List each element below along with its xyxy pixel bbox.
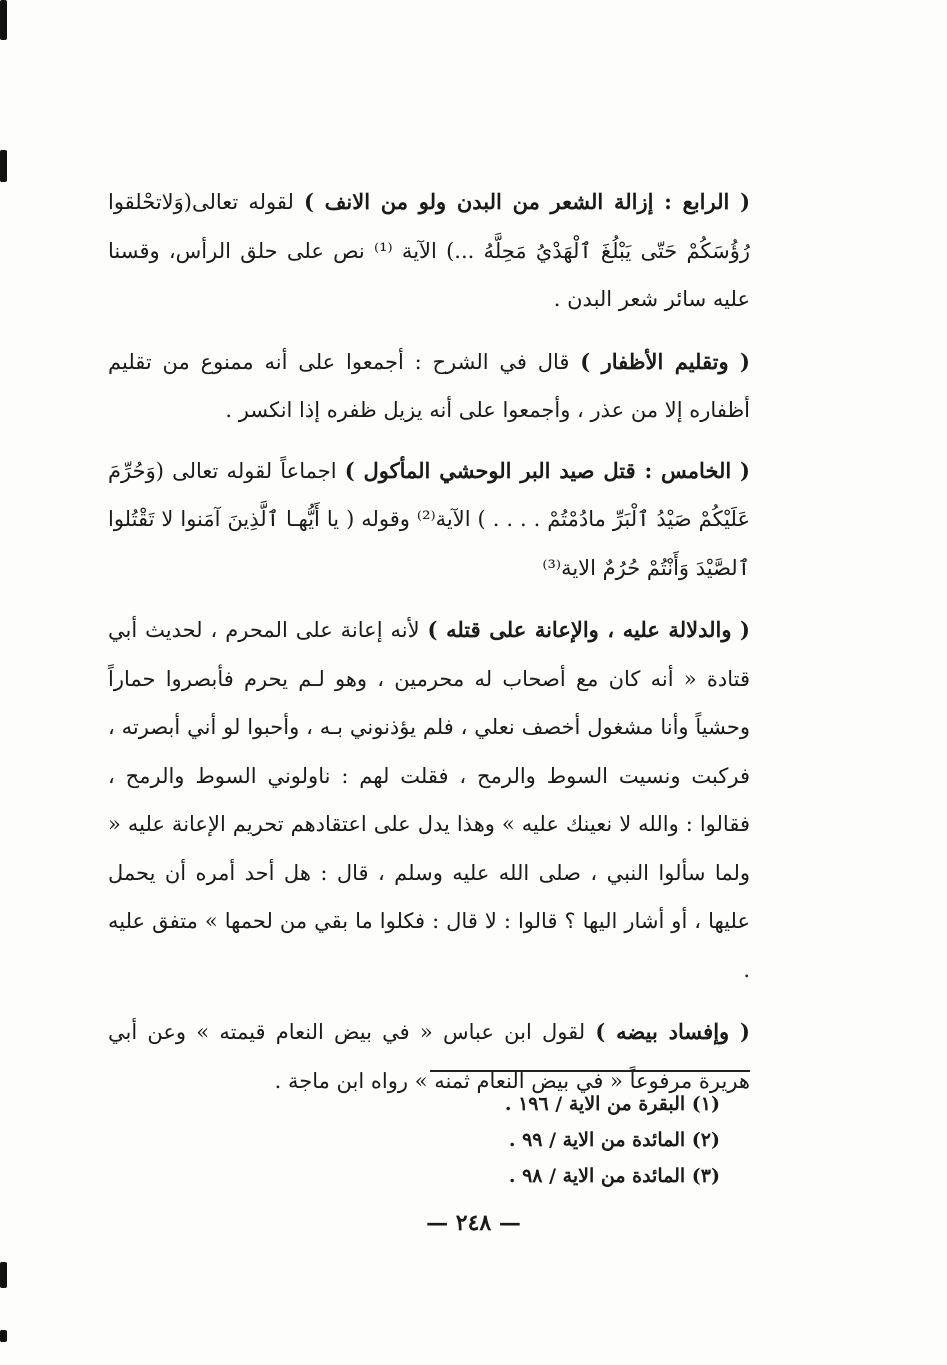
paragraph-fifth-prohibition [108,447,750,593]
scan-edge-mark [0,1262,7,1288]
footnote-2: (٢) المائدة من الاية / ٩٩ . [508,1129,720,1151]
paragraph-body: لقول ابن عباس « في بيض النعام قيمته » وعن أبي هريرة مرفوعاً « في بيض النعام ثمنه » رواه ابن ماجة . [108,1020,750,1093]
scan-edge-mark [0,1330,7,1342]
page-number: — ٢٤٨ — [426,1210,521,1236]
paragraph-heading: ( وإفساد بيضه ) [595,1019,750,1044]
paragraph-heading: ( الخامس : قتل صيد البر الوحشي المأكول ) [344,457,750,483]
paragraph-heading: ( الرابع : إزالة الشعر من البدن ولو من الانف ) [303,189,751,214]
paragraph-heading: ( وتقليم الأظفار ) [580,348,750,374]
page-body [108,178,750,1117]
paragraph-body: اجماعاً لقوله تعالى (وَحُرِّمَ عَلَيْكُمْ صَيْدُ ٱلْبَرِّ مادُمْتُمْ . . . . ) الآية⁽²⁾ وقوله ( يا أَيُّهـا ٱلَّذِينَ آمَنوا لا تَقْتُلوا ٱلصَّيْدَ وَأَنْتُمْ حُرُمٌ الاية⁽³⁾ [108,458,750,580]
paragraph-nail-clipping [108,338,750,435]
paragraph-body: لقوله تعالى(وَلاتحْلقوا رُؤُسَكُمْ حَتّى يَبْلُغَ ٱلْهَدْيُ مَحِلَّهُ ...) الآية ⁽¹⁾ نص على حلق الرأس، وقسنا عليه سائر شعر البدن . [108,190,750,311]
paragraph-body: لأنه إعانة على المحرم ، لحديث أبي قتادة « أنه كان مع أصحاب له محرمين ، وهو لـم يحرم فأبصروا حماراً وحشياً وأنا مشغول أخصف نعلي ، فلم يؤذنوني بـه ، وأحبوا لو أني أبصرته ، فركبت ونسيت السوط والرمح ، فقلت لهم : ناولوني السوط والرمح ، فقالوا : والله لا نعينك عليه » وهذا يدل على اعتقادهم تحريم الإعانة عليه « ولما سألوا النبي ، صلى الله عليه وسلم ، قال : هل أحد أمره أن يحمل عليها ، أو أشار اليها ؟ قالوا : لا قال : فكلوا ما بقي من لحمها » متفق عليه . [108,618,750,982]
paragraph-guiding-to-game [108,606,750,994]
footnote-3: (٣) المائدة من الاية / ٩٨ . [508,1165,720,1187]
footnote-1: (١) البقرة من الاية / ١٩٦ . [504,1093,720,1115]
paragraph-fourth-prohibition [108,178,750,324]
footnotes [420,1086,720,1194]
scan-edge-mark [0,0,7,40]
paragraph-body: قال في الشرح : أجمعوا على أنه ممنوع من تقليم أظفاره إلا من عذر ، وأجمعوا على أنه يزيل ظفره إذا انكسر . [108,349,750,422]
paragraph-heading: ( والدلالة عليه ، والإعانة على قتله ) [427,617,750,642]
scan-edge-mark [0,150,7,182]
footnote-divider [430,1070,750,1072]
